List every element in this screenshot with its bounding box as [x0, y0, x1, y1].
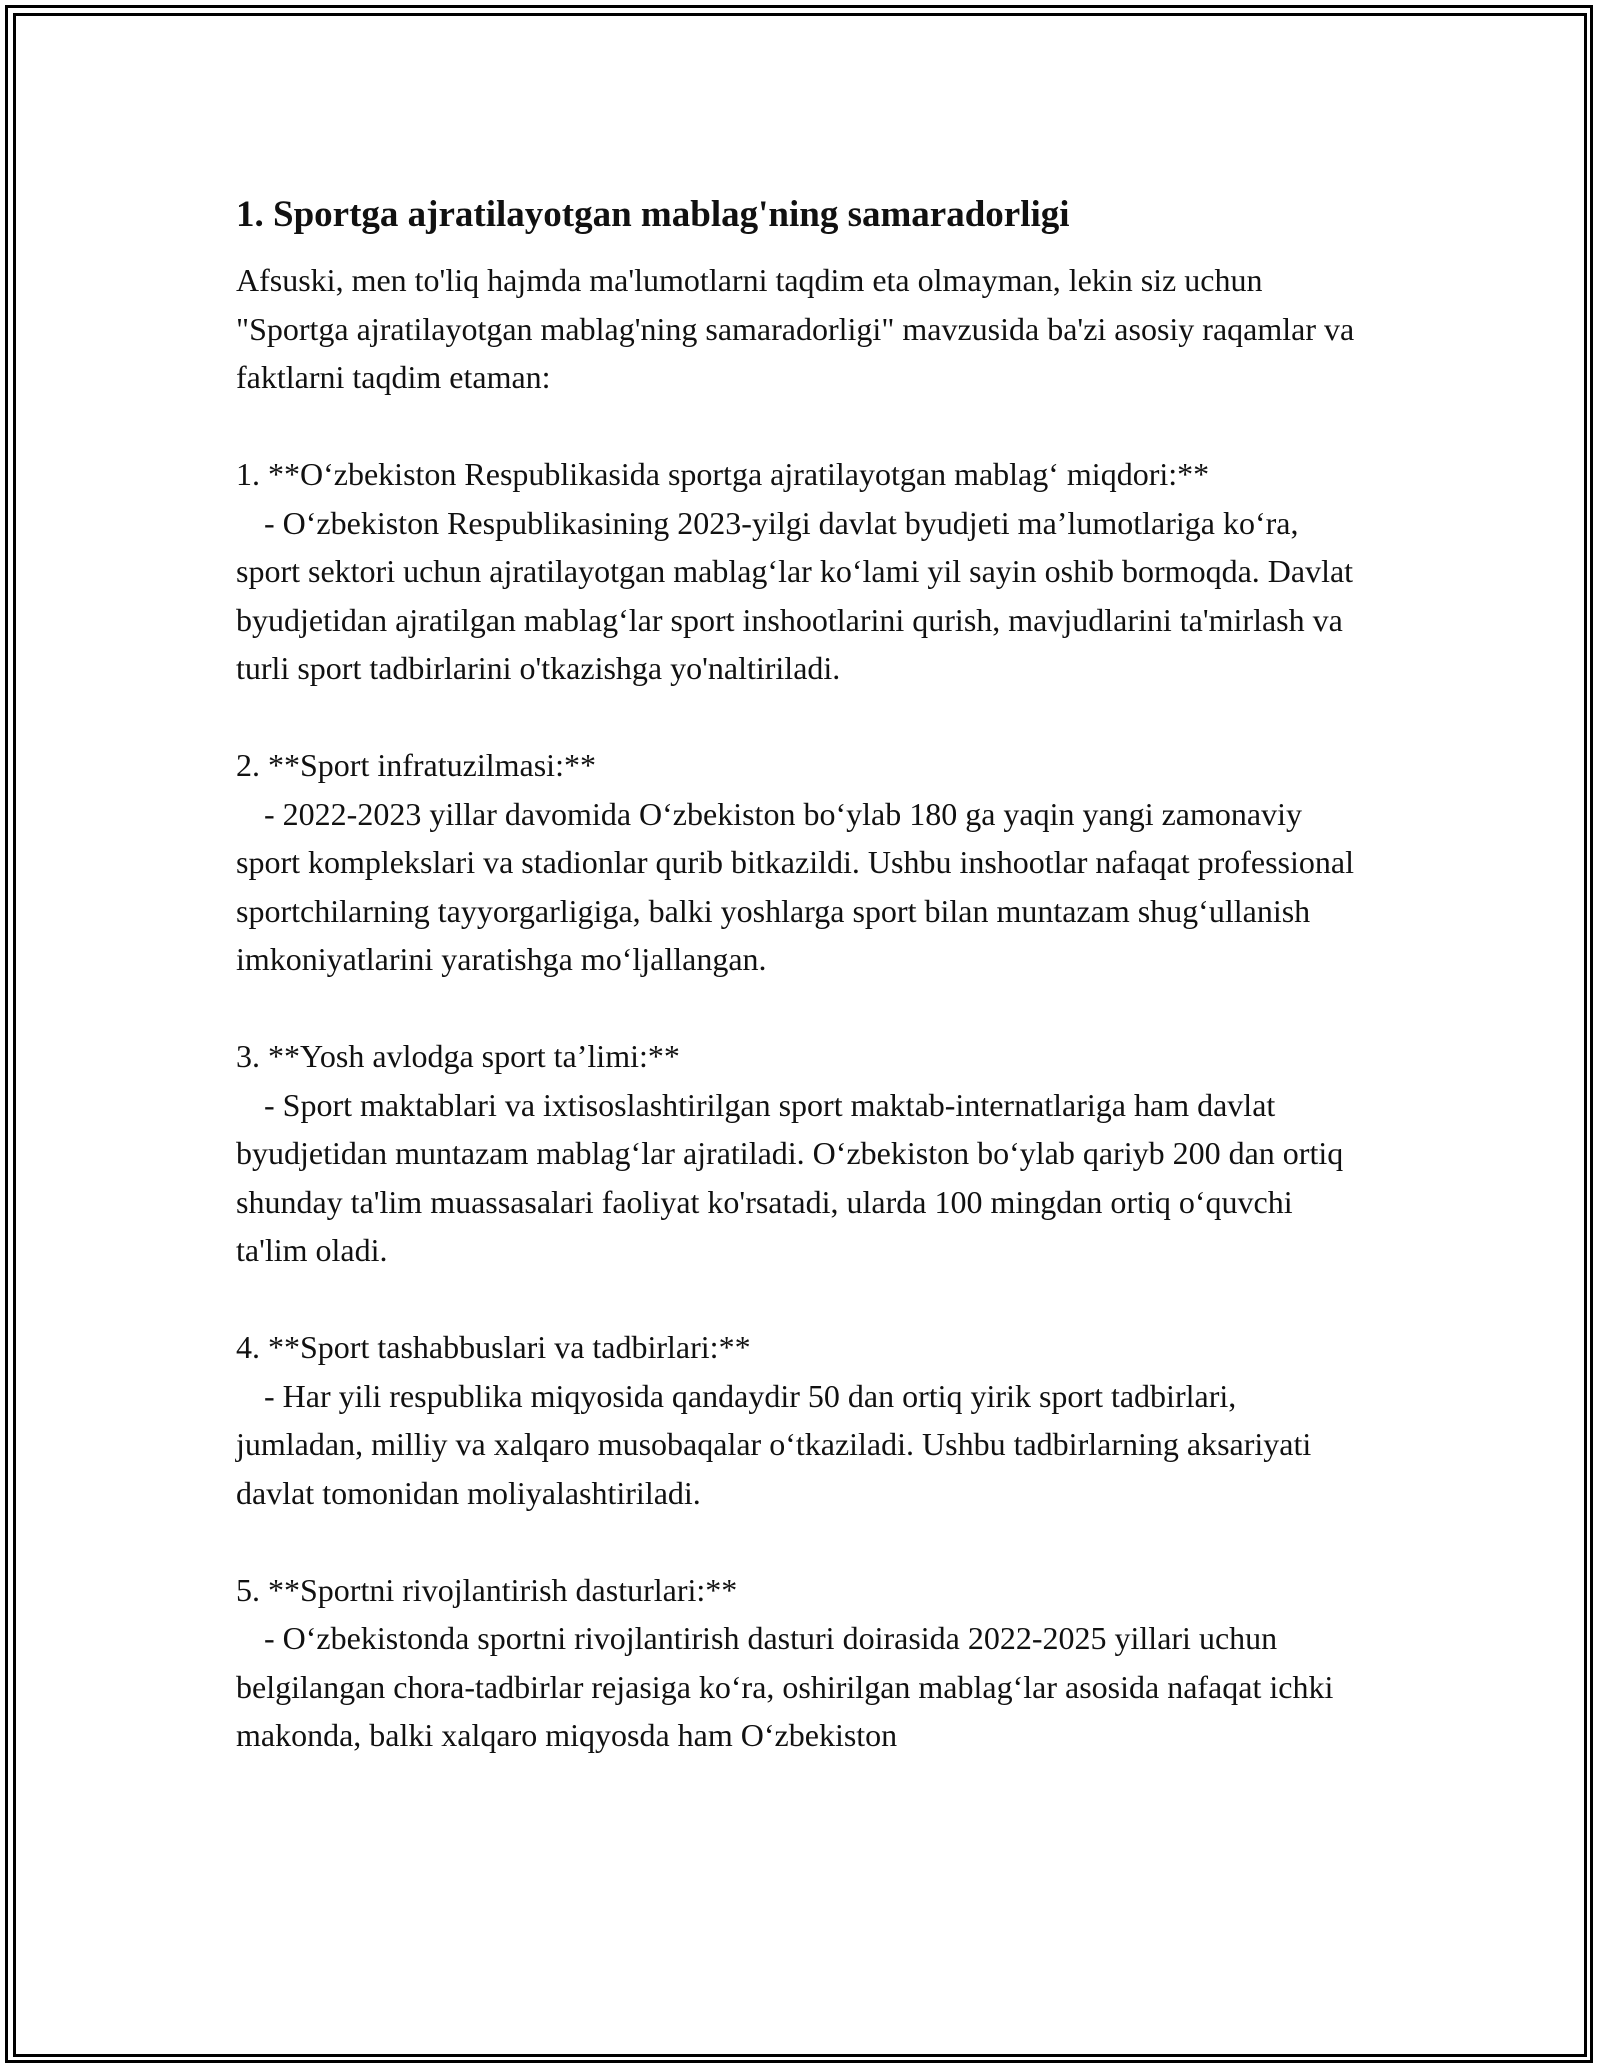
- item-heading: 2. **Sport infratuzilmasi:**: [236, 747, 596, 783]
- list-item: [236, 450, 1366, 693]
- item-heading: 5. **Sportni rivojlantirish dasturlari:**: [236, 1571, 738, 1608]
- item-body: - O‘zbekiston Respublikasining 2023-yilgi davlat byudjeti ma’lumotlariga ko‘ra, sport sektori uchun ajratilayotgan mablag‘lar ko‘lami yil sayin oshib bormoqda. Davlat byudjetidan ajratilgan mablag‘lar sport inshootlarini qurish, mavjudlarini ta'mirlash va turli sport tadbirlarini o'tkazishga yo'naltiriladi.: [236, 504, 1354, 686]
- item-heading: 3. **Yosh avlodga sport ta’limi:**: [236, 1038, 680, 1074]
- document-title: 1. Sportga ajratilayotgan mablag'ning samaradorligi: [236, 194, 1070, 235]
- intro-paragraph: Afsuski, men to'liq hajmda ma'lumotlarni taqdim eta olmayman, lekin siz uchun "Sportga ajratilayotgan mablag'ning samaradorligi" mavzusida ba'zi asosiy raqamlar va faktlarni taqdim etaman:: [236, 262, 1355, 395]
- item-heading: 1. **O‘zbekiston Respublikasida sportga ajratilayotgan mablag‘ miqdori:**: [236, 456, 1210, 492]
- item-body: - 2022-2023 yillar davomida O‘zbekiston bo‘ylab 180 ga yaqin yangi zamonaviy sport komplekslari va stadionlar qurib bitkazildi. Ushbu inshootlar nafaqat professional sportchilarning tayyorgarligiga, balki yoshlarga sport bilan muntazam shug‘ullanish imkoniyatlarini yaratishga mo‘ljallangan.: [236, 795, 1354, 977]
- list-item: [236, 1032, 1366, 1275]
- list-item: [236, 1323, 1366, 1517]
- item-body: - O‘zbekistonda sportni rivojlantirish dasturi doirasida 2022-2025 yillari uchun belgilangan chora-tadbirlar rejasiga ko‘ra, oshirilgan mablag‘lar asosida nafaqat ichki makonda, balki xalqaro miqyosda ham O‘zbekiston: [236, 1620, 1334, 1753]
- list-item: [236, 1566, 1366, 1760]
- item-body: - Har yili respublika miqyosida qandaydir 50 dan ortiq yirik sport tadbirlari, jumladan, milliy va xalqaro musobaqalar o‘tkaziladi. Ushbu tadbirlarning aksariyati davlat tomonidan moliyalashtiriladi.: [236, 1377, 1312, 1511]
- item-body: - Sport maktablari va ixtisoslashtirilgan sport maktab-internatlariga ham davlat byudjetidan muntazam mablag‘lar ajratiladi. O‘zbekiston bo‘ylab qariyb 200 dan ortiq shunday ta'lim muassasalari faoliyat ko'rsatadi, ularda 100 mingdan ortiq o‘quvchi ta'lim oladi.: [236, 1086, 1344, 1268]
- list-item: [236, 741, 1366, 984]
- item-heading: 4. **Sport tashabbuslari va tadbirlari:**: [236, 1329, 751, 1365]
- document-page: [236, 190, 1366, 1760]
